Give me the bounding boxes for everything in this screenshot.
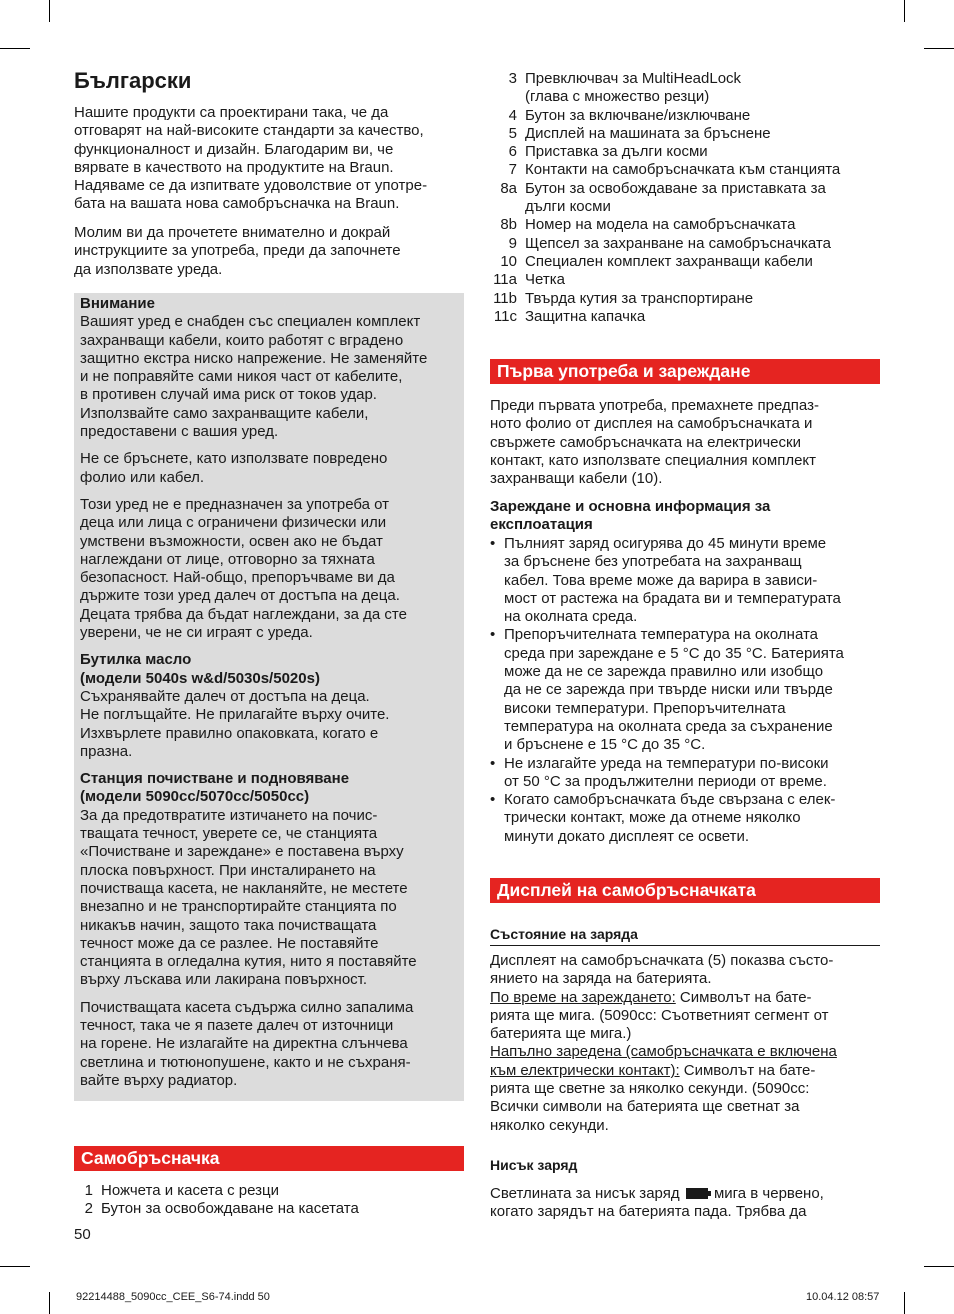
page-title: Български	[74, 68, 192, 93]
text-line: да използвате уреда.	[74, 260, 223, 278]
bullet-item	[490, 791, 882, 846]
text-line: среда при зареждане е 5 °C до 35 °C. Батерията	[504, 644, 844, 662]
text-line: вярвате в качеството на продуктите на Braun.	[74, 158, 394, 176]
text-line: плоска повърхност. При инсталирането на	[80, 861, 376, 879]
text-line: захранващи кабели, които работят с вградено	[80, 331, 404, 349]
text-line: в противен случай има риск от токов удар.	[80, 386, 377, 404]
item-text: (глава с множество резци)	[525, 88, 710, 106]
bullet-icon: •	[490, 791, 496, 809]
item-number: 11c	[493, 307, 517, 325]
text-line: предоставени с вашия уред.	[80, 423, 279, 441]
text-line: няколко секунди.	[490, 1116, 609, 1134]
charging-heading	[490, 498, 882, 535]
text-line: течност може да се разлее. Не поставяйте	[80, 934, 379, 952]
text-line: Станция почистване и подновяване	[80, 770, 350, 788]
text-line: безопасност. Най-общо, препоръчваме ви да	[80, 569, 395, 587]
list-item	[490, 107, 890, 125]
bullet-icon: •	[490, 535, 496, 552]
item-number: 8b	[500, 216, 517, 234]
text-line: температура на околната среда за съхранение	[504, 717, 833, 735]
text-line: батерията ще мига.)	[490, 1025, 632, 1043]
battery-icon	[686, 1188, 708, 1199]
item-number: 11b	[493, 289, 517, 307]
item-number	[490, 88, 517, 106]
list-item	[490, 161, 890, 179]
item-text: Приставка за дълги косми	[525, 143, 708, 161]
bullet-item	[490, 626, 882, 754]
text-line: «Почистване и зареждане» е поставена върху	[80, 843, 404, 861]
charge-status-heading: Състояние на заряда	[490, 926, 880, 946]
text-line: празна.	[80, 742, 133, 760]
text-line: рията ще мига. (5090cc: Съответният сегмент от	[490, 1006, 829, 1024]
crop-mark	[0, 1266, 30, 1267]
text-line: Молим ви да прочетете внимателно и докрай	[74, 224, 391, 241]
item-number: 9	[508, 234, 517, 252]
text-line: захранващи кабели (10).	[490, 470, 663, 488]
text-line: Не се бръснете, като използвате повредено	[80, 450, 388, 468]
text-line: Зареждане и основна информация за	[490, 498, 771, 515]
item-text: Контакти на самобръсначката към станцията	[525, 161, 841, 179]
text-line	[490, 1185, 882, 1203]
low-charge-heading: Нисък заряд	[490, 1157, 578, 1173]
bullet-icon: •	[490, 626, 496, 644]
text-line: минути докато дисплеят се освети.	[504, 827, 750, 845]
text-span: Символът на бате-	[675, 988, 812, 1006]
item-text: Бутон за включване/изключване	[525, 106, 751, 124]
text-line: върху лъскава или лакирана повърхност.	[80, 971, 368, 989]
text-line: Дисплеят на самобръсначката (5) показва състо-	[490, 952, 834, 969]
item-text: Превключвач за MultiHeadLock	[525, 70, 742, 87]
item-number: 1	[84, 1182, 93, 1199]
text-line: защитно екстра ниско напрежение. Не заменяйте	[80, 349, 428, 367]
text-line: деца или лица с ограничени физически или	[80, 514, 387, 532]
crop-mark	[49, 0, 50, 22]
text-line: никакъв начин, защото така почистващата	[80, 916, 377, 934]
text-line: вайте върху радиатор.	[80, 1071, 238, 1089]
text-line: и бръснене е 15 °C до 35 °C.	[504, 736, 706, 754]
text-line: Използвайте само захранващите кабели,	[80, 404, 369, 422]
text-line: отговарят на най-високите стандарти за качество,	[74, 122, 424, 140]
low-charge-text	[490, 1185, 882, 1222]
list-item	[74, 1182, 464, 1200]
text-line: ното фолио от дисплея на самобръсначката и	[490, 415, 813, 433]
section-heading-shaver: Самобръсначка	[74, 1146, 464, 1171]
text-line: Изхвърлете правилно опаковката, когато е	[80, 724, 379, 742]
text-line: високи температури. Препоръчителната	[504, 699, 786, 717]
text-line: За да предотвратите изтичането на почис-	[80, 806, 378, 824]
text-line: мост от растежа на брадата ви и температурата	[504, 589, 841, 607]
item-text: Защитна капачка	[525, 307, 646, 325]
text-line: Всички символи на батерията ще светнат за	[490, 1098, 800, 1116]
item-number: 7	[508, 161, 517, 179]
text-line: внезапно и не транспортирайте станцията по	[80, 898, 397, 916]
text-line: свържете самобръсначката на електрически	[490, 433, 801, 451]
item-text: Четка	[525, 271, 565, 289]
crop-mark	[904, 1292, 905, 1314]
item-number	[490, 198, 517, 216]
text-line: Препоръчителната температура на околната	[504, 626, 819, 644]
item-number: 10	[500, 252, 517, 270]
text-line: фолио или кабел.	[80, 468, 205, 486]
list-item	[490, 253, 890, 271]
text-line: течност, така че я пазете далеч от източници	[80, 1016, 394, 1034]
intro-paragraph-1	[74, 104, 466, 214]
text-line: кабел. Това време може да варира в зависи-	[504, 571, 818, 589]
crop-mark	[49, 1292, 50, 1314]
item-text: дълги косми	[525, 198, 611, 216]
item-text: Бутон за освобождаване за приставката за	[525, 179, 826, 197]
list-item	[490, 235, 890, 253]
text-line: да не се зарежда при твърде ниски или твърде	[504, 681, 833, 699]
text-line: Надяваме се да изпитвате удоволствие от употре-	[74, 177, 428, 195]
list-item	[490, 271, 890, 289]
list-item	[490, 88, 890, 106]
text-line: наглеждани от лице, отговорно за тяхната	[80, 550, 375, 568]
footer-date: 10.04.12 08:57	[806, 1291, 880, 1303]
bullet-icon: •	[490, 754, 496, 772]
crop-mark	[0, 48, 30, 49]
list-item	[490, 70, 890, 88]
item-text: Ножчета и касета с резци	[101, 1182, 279, 1199]
text-span: Светлината за нисък заряд	[490, 1185, 680, 1202]
crop-mark	[924, 1266, 954, 1267]
text-line: Почистващата касета съдържа силно запалима	[80, 998, 414, 1016]
text-line: когато зарядът на батерията пада. Трябва да	[490, 1203, 807, 1221]
text-line: държите този уред далеч от достъпа на деца.	[80, 587, 400, 605]
list-item	[490, 216, 890, 234]
text-line: Преди първата употреба, премахнете предпаз-	[490, 397, 819, 414]
item-number: 4	[508, 106, 517, 124]
footer-file-info: 92214488_5090cc_CEE_S6-74.indd 50	[76, 1291, 270, 1303]
crop-mark	[924, 48, 954, 49]
list-item	[490, 180, 890, 198]
list-item	[490, 290, 890, 308]
text-line: от 50 °C за продължителни периоди от време.	[504, 772, 827, 790]
text-line: Пълният заряд осигурява до 45 минути време	[504, 535, 827, 552]
warning-box	[74, 293, 464, 1101]
text-line: и не поправяйте сами никоя част от кабелите,	[80, 368, 403, 386]
item-text: Номер на модела на самобръсначката	[525, 216, 796, 234]
item-number: 6	[508, 143, 517, 161]
underlined-label: Напълно заредена (самобръсначката е включена	[490, 1043, 837, 1061]
text-line: уверени, че не си играят с уреда.	[80, 624, 313, 642]
text-line: контакт, като използвате специалния комплект	[490, 451, 817, 469]
list-item	[490, 143, 890, 161]
item-text: Специален комплект захранващи кабели	[525, 252, 813, 270]
list-item	[490, 198, 890, 216]
list-item	[490, 125, 890, 143]
text-line: бата на вашата нова самобръсначка на Braun.	[74, 195, 400, 213]
section-heading-first-use: Първа употреба и зареждане	[490, 359, 880, 384]
text-line: на горене. Не излагайте на директна слънчева	[80, 1035, 408, 1053]
text-line: инструкциите за употреба, преди да започнете	[74, 242, 401, 260]
text-line: Не поглъщайте. Не прилагайте върху очите.	[80, 706, 390, 724]
item-text: Щепсел за захранване на самобръсначката	[525, 234, 831, 252]
list-item	[490, 308, 890, 326]
page-number: 50	[74, 1226, 91, 1243]
underlined-label: към електрически контакт):	[490, 1061, 680, 1079]
text-line: трически контакт, може да отнеме няколко	[504, 809, 801, 827]
text-line: експлоатация	[490, 516, 593, 534]
item-number: 5	[508, 124, 517, 142]
text-line: Вашият уред е снабден със специален комплект	[80, 313, 421, 331]
text-span: Символът на бате-	[679, 1061, 816, 1079]
first-use-text	[490, 397, 882, 488]
text-line: Не излагайте уреда на температури по-високи	[504, 754, 829, 772]
text-line: умствени възможности, освен ако не бъдат	[80, 532, 383, 550]
text-span: мига в червено,	[713, 1185, 824, 1202]
text-line: (модели 5040s w&d/5030s/5020s)	[80, 669, 320, 687]
warning-heading: Внимание	[80, 295, 155, 312]
item-number: 3	[508, 70, 517, 87]
bullet-list	[490, 535, 882, 846]
text-line: Децата трябва да бъдат наглеждани, за да сте	[80, 605, 407, 623]
text-line	[490, 1043, 882, 1061]
text-line: тващата течност, уверете се, че станцията	[80, 825, 378, 843]
underlined-label: По време на зареждането:	[490, 988, 676, 1006]
section-heading-display: Дисплей на самобръсначката	[490, 878, 880, 903]
item-number: 11a	[493, 271, 517, 289]
text-line: Когато самобръсначката бъде свързана с елек-	[504, 791, 836, 809]
item-text: Бутон за освобождаване на касетата	[101, 1200, 359, 1218]
crop-mark	[904, 0, 905, 22]
parts-list-right	[490, 70, 890, 326]
bullet-item	[490, 755, 882, 792]
text-line: почистваща касета, не накланяйте, не местете	[80, 879, 408, 897]
item-text: Твърда кутия за транспортиране	[525, 289, 754, 307]
text-line: Бутилка масло	[80, 651, 192, 669]
text-line: станцията в огледална кутия, нито я поставяйте	[80, 953, 417, 971]
text-line: Съхранявайте далеч от достъпа на деца.	[80, 687, 370, 705]
text-line: янието на заряда на батерията.	[490, 970, 712, 988]
text-line: (модели 5090cc/5070cc/5050cc)	[80, 788, 310, 806]
item-number: 8a	[500, 179, 517, 197]
item-text: Дисплей на машината за бръснене	[525, 124, 771, 142]
text-line	[490, 989, 882, 1007]
text-line: Нашите продукти са проектирани така, че да	[74, 104, 389, 121]
text-line: функционалност и дизайн. Благодарим ви, че	[74, 140, 394, 158]
item-number: 2	[84, 1200, 93, 1218]
charge-status-text	[490, 952, 882, 1135]
text-line: светлина и тютюнопушене, както и не съхраня-	[80, 1053, 411, 1071]
text-line: на околната среда.	[504, 608, 638, 626]
text-line: може да не се зарежда правилно или изобщо	[504, 663, 824, 681]
text-line	[490, 1062, 882, 1080]
list-item	[74, 1200, 464, 1218]
bullet-item	[490, 535, 882, 626]
parts-list-left	[74, 1182, 464, 1219]
intro-paragraph-2	[74, 224, 466, 279]
text-line: рията ще светне за няколко секунди. (5090cc:	[490, 1080, 810, 1098]
text-line: Този уред не е предназначен за употреба от	[80, 495, 390, 513]
text-line: за бръснене без употребата на захранващ	[504, 553, 802, 571]
